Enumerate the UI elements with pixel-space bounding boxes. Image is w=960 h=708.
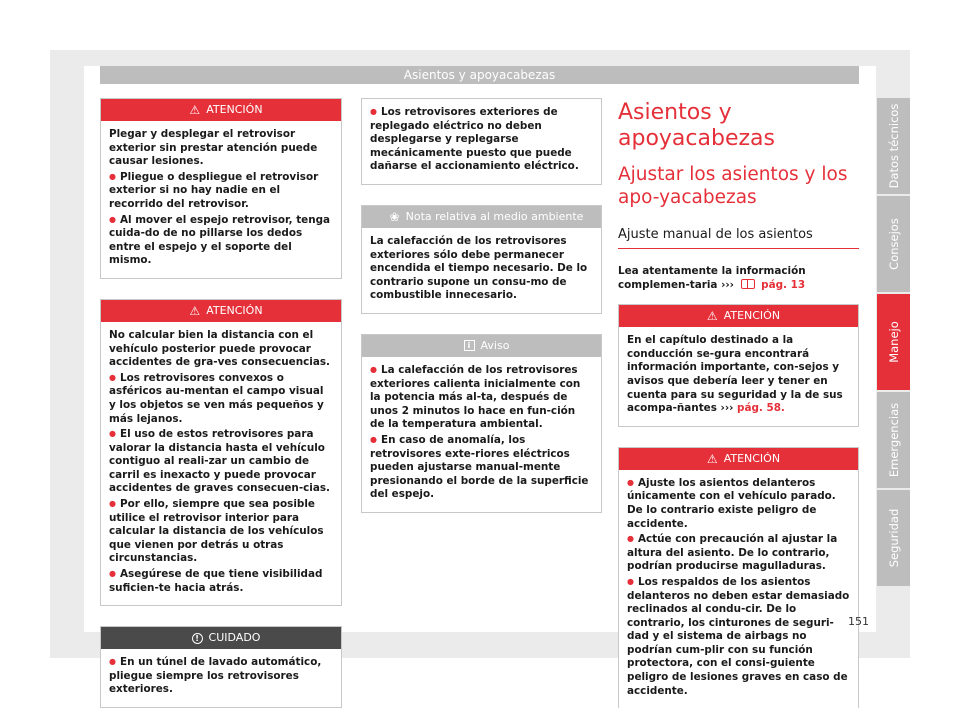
chapter-tabs [877, 98, 910, 588]
warning-triangle-icon: ⚠ [189, 303, 201, 318]
list-item: ● En caso de anomalía, los retrovisores exte-riores eléctricos pueden ajustarse manual-mente presionando el borde de la superficie del espejo. [370, 434, 593, 502]
warning-triangle-icon: ⚠ [189, 103, 201, 117]
list-item: ● Los respaldos de los asientos delanteros no deben estar demasiado reclinados al condu-cir. De lo contrario, los cinturones de seguri-dad y el sistema de airbags no podrían cum-plir con su función protectora, con el consi-guiente peligro de lesiones graves en caso de accidente. [627, 576, 850, 698]
warning-label: ATENCIÓN [206, 303, 263, 317]
notice-box [361, 334, 602, 513]
tab-consejos[interactable]: Consejos [877, 196, 910, 292]
section-title: Asientos y apoyacabezas [618, 100, 775, 151]
environment-header [362, 206, 601, 228]
column-left [100, 98, 342, 708]
list-item: ● El uso de estos retrovisores para valorar la distancia hasta el vehículo contiguo al reali-zar un cambio de carril es inexacto y puede provocar accidentes de graves consecuen-cias. [109, 428, 333, 496]
warning-intro: Plegar y desplegar el retrovisor exterior sin prestar atención puede causar lesiones. [109, 128, 318, 168]
warning-label: ATENCIÓN [206, 103, 263, 116]
info-icon: i [464, 340, 475, 351]
cross-reference-arrows: ››› [720, 402, 734, 415]
warning-body [101, 121, 341, 278]
warning-body [619, 327, 858, 426]
continued-caution-box [361, 98, 602, 185]
warning-header [619, 305, 858, 327]
book-icon [741, 279, 755, 289]
caution-circle-icon: ! [192, 633, 203, 644]
warning-intro: No calcular bien la distancia con el vehículo posterior puede provocar accidentes de gra-ves consecuencias. [109, 328, 330, 369]
cross-reference-arrows: ››› [721, 278, 734, 291]
notice-header [362, 335, 601, 357]
environment-note-box [361, 205, 602, 314]
warning-header [101, 300, 341, 322]
warning-header [619, 448, 858, 470]
warning-body [619, 470, 858, 708]
page-reference-link[interactable]: pág. 13 [761, 278, 806, 291]
tab-seguridad[interactable]: Seguridad [877, 490, 910, 586]
tab-manejo[interactable]: Manejo [877, 294, 910, 390]
list-item: ● Por ello, siempre que sea posible utilice el retrovisor interior para calcular la distancia de los vehículos que vienen por detrás u otras circunstancias. [109, 498, 333, 566]
environment-body [362, 228, 601, 313]
warning-triangle-icon: ⚠ [706, 309, 718, 324]
warning-triangle-icon: ⚠ [706, 451, 718, 466]
list-item: ● Al mover el espejo retrovisor, tenga cuida-do de no pillarse los dedos entre el espejo y el soporte del mismo. [109, 214, 333, 268]
list-item: ● Asegúrese de que tiene visibilidad suficien-te hacia atrás. [109, 568, 333, 595]
warning-text: En el capítulo destinado a la conducción se-gura encontrará información importante, con-sejos y avisos que debería leer y tener en cuenta para su seguridad y la de sus acompa-ñantes ››› pág. 58. [627, 334, 843, 415]
list-item: ● Los retrovisores convexos o asféricos au-mentan el campo visual y los objetos se ven más pequeños y más lejanos. [109, 372, 333, 426]
subsubsection-title: Ajuste manual de los asientos [618, 219, 859, 249]
warning-header [101, 99, 341, 121]
notice-body [362, 357, 601, 512]
warning-box-3 [618, 304, 859, 427]
caution-label: CUIDADO [208, 631, 261, 645]
caution-box [100, 626, 342, 708]
warning-body [101, 322, 341, 605]
warning-label: ATENCIÓN [723, 451, 781, 465]
page-reference-link[interactable]: pág. 58. [737, 402, 785, 415]
caution-header [101, 627, 341, 649]
list-item: ● La calefacción de los retrovisores exteriores calienta inicialmente con la potencia más al-ta, después de unos 2 minutos lo hace en fun-ción de la temperatura ambiental. [370, 364, 593, 432]
warning-box-1 [100, 98, 342, 279]
environment-label: Nota relativa al medio ambiente [405, 209, 584, 223]
column-right [618, 98, 859, 708]
column-middle [361, 98, 602, 533]
page-number: 151 [848, 615, 869, 628]
subsection-title: Ajustar los asientos y los apo-yacabezas [618, 164, 848, 208]
environment-text: La calefacción de los retrovisores exteriores sólo debe permanecer encendida el tiempo necesario. De lo contrario supone un consu-mo de combustible innecesario. [370, 234, 588, 302]
warning-label: ATENCIÓN [723, 309, 781, 323]
caution-body [362, 99, 601, 184]
tab-emergencias[interactable]: Emergencias [877, 392, 910, 488]
caution-body [101, 649, 341, 707]
list-item: ● En un túnel de lavado automático, pliegue siempre los retrovisores exteriores. [109, 656, 333, 697]
list-item: ● Actúe con precaución al ajustar la altura del asiento. De lo contrario, podrían producirse magulladuras. [627, 533, 850, 574]
notice-label: Aviso [480, 338, 510, 352]
leaf-icon: ❀ [389, 209, 400, 224]
running-header: Asientos y apoyacabezas [100, 66, 859, 84]
warning-box-4 [618, 447, 859, 708]
warning-box-2 [100, 299, 342, 606]
intro-paragraph: Lea atentamente la información complemen-taria ››› pág. 13 [618, 265, 806, 291]
tab-datos-tecnicos[interactable]: Datos técnicos [877, 98, 910, 194]
list-item: ● Pliegue o despliegue el retrovisor exterior si no hay nadie en el recorrido del retrovisor. [109, 171, 333, 212]
list-item: ● Ajuste los asientos delanteros únicamente con el vehículo parado. De lo contrario existe peligro de accidente. [627, 477, 850, 531]
list-item: ● Los retrovisores exteriores de replegado eléctrico no deben desplegarse y replegarse mecánicamente puesto que puede dañarse el accionamiento eléctrico. [370, 106, 593, 174]
